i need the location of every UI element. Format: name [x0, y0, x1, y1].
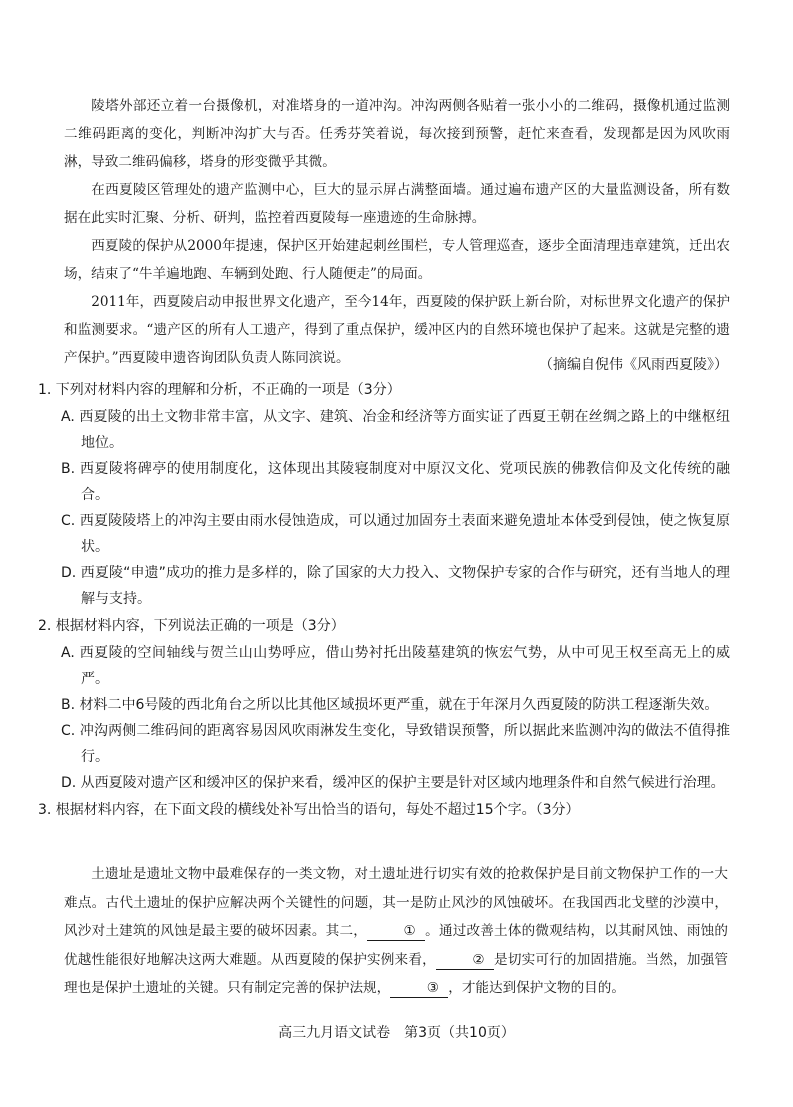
q3-text-c: 是切实可行的加固措施。当然，加强管理也是保护土遗址的关键。只有制定完善的保护法规， [64, 951, 729, 996]
answer-blank-2[interactable]: ② [436, 951, 494, 970]
passage-paragraph: 陵塔外部还立着一台摄像机，对准塔身的一道冲沟。冲沟两侧各贴着一张小小的二维码，摄像机通过监测二维码距离的变化，判断冲沟扩大与否。任秀芬笑着说，每次接到预警，赶忙来查看，发现都是因为风吹雨淋，导致二维码偏移，塔身的形变微乎其微。 [64, 98, 730, 170]
passage-paragraph: 在西夏陵区管理处的遗产监测中心，巨大的显示屏占满整面墙。通过遍布遗产区的大量监测设备，所有数据在此实时汇聚、分析、研判，监控着西夏陵每一座遗迹的生命脉搏。 [64, 182, 730, 226]
question-1-option-c: C. 西夏陵陵塔上的冲沟主要由雨水侵蚀造成，可以通过加固夯土表面来避免遗址本体受到侵蚀，使之恢复原状。 [61, 513, 730, 555]
question-2-option-a: A. 西夏陵的空间轴线与贺兰山山势呼应，借山势衬托出陵墓建筑的恢宏气势，从中可见王权至高无上的威严。 [61, 645, 730, 687]
question-3-stem: 3. 根据材料内容，在下面文段的横线处补写出恰当的语句，每处不超过15个字。（3分） [38, 802, 580, 818]
answer-blank-1[interactable]: ① [367, 922, 425, 941]
reading-passage [64, 92, 730, 372]
question-3-paragraph [64, 860, 728, 1003]
page-footer: 高三九月语文试卷 第3页（共10页） [278, 1025, 515, 1041]
question-1-option-a: A. 西夏陵的出土文物非常丰富，从文字、建筑、冶金和经济等方面实证了西夏王朝在丝绸之路上的中继枢纽地位。 [61, 409, 730, 451]
question-3-passage [64, 860, 728, 1003]
q3-text-b: 。通过改善土体的微观结构，以其耐风蚀、雨蚀的优越性能很好地解决这两大难题。从西夏陵的保护实例来看， [64, 923, 728, 968]
answer-blank-3[interactable]: ③ [390, 979, 448, 998]
question-2-option-c: C. 冲沟两侧二维码间的距离容易因风吹雨淋发生变化，导致错误预警，所以据此来监测冲沟的做法不值得推行。 [61, 723, 730, 765]
question-1-stem: 1. 下列对材料内容的理解和分析，不正确的一项是（3分） [38, 382, 401, 398]
question-1-option-d: D. 西夏陵“申遗”成功的推力是多样的，除了国家的大力投入、文物保护专家的合作与研究，还有当地人的理解与支持。 [61, 565, 730, 607]
passage-paragraph: 2011年，西夏陵启动申报世界文化遗产，至今14年，西夏陵的保护跃上新台阶，对标世界文化遗产的保护和监测要求。“遗产区的所有人工遗产，得到了重点保护，缓冲区内的自然环境也保护了起来。这就是完整的遗产保护。”西夏陵申遗咨询团队负责人陈同滨说。 [64, 294, 730, 366]
question-2-stem: 2. 根据材料内容，下列说法正确的一项是（3分） [38, 618, 345, 634]
passage-paragraph: 西夏陵的保护从2000年提速，保护区开始建起刺丝围栏，专人管理巡查，逐步全面清理违章建筑，迁出农场，结束了“牛羊遍地跑、车辆到处跑、行人随便走”的局面。 [64, 238, 730, 282]
q3-text-d: ，才能达到保护文物的目的。 [448, 980, 625, 996]
passage-source: （摘编自倪伟《风雨西夏陵》） [539, 357, 728, 373]
q3-text-a: 土遗址是遗址文物中最难保存的一类文物，对土遗址进行切实有效的抢救保护是目前文物保护工作的一大难点。古代土遗址的保护应解决两个关键性的问题，其一是防止风沙的风蚀破坏。在我国西北戈壁的沙漠中，风沙对土建筑的风蚀是最主要的破坏因素。其二， [64, 866, 728, 939]
question-1-option-b: B. 西夏陵将碑亭的使用制度化，这体现出其陵寝制度对中原汉文化、党项民族的佛教信仰及文化传统的融合。 [61, 461, 730, 503]
questions [38, 376, 730, 824]
question-2-option-b: B. 材料二中6号陵的西北角台之所以比其他区域损坏更严重，就在于年深月久西夏陵的防洪工程逐渐失效。 [61, 697, 719, 713]
question-2-option-d: D. 从西夏陵对遗产区和缓冲区的保护来看，缓冲区的保护主要是针对区域内地理条件和自然气候进行治理。 [61, 775, 725, 791]
